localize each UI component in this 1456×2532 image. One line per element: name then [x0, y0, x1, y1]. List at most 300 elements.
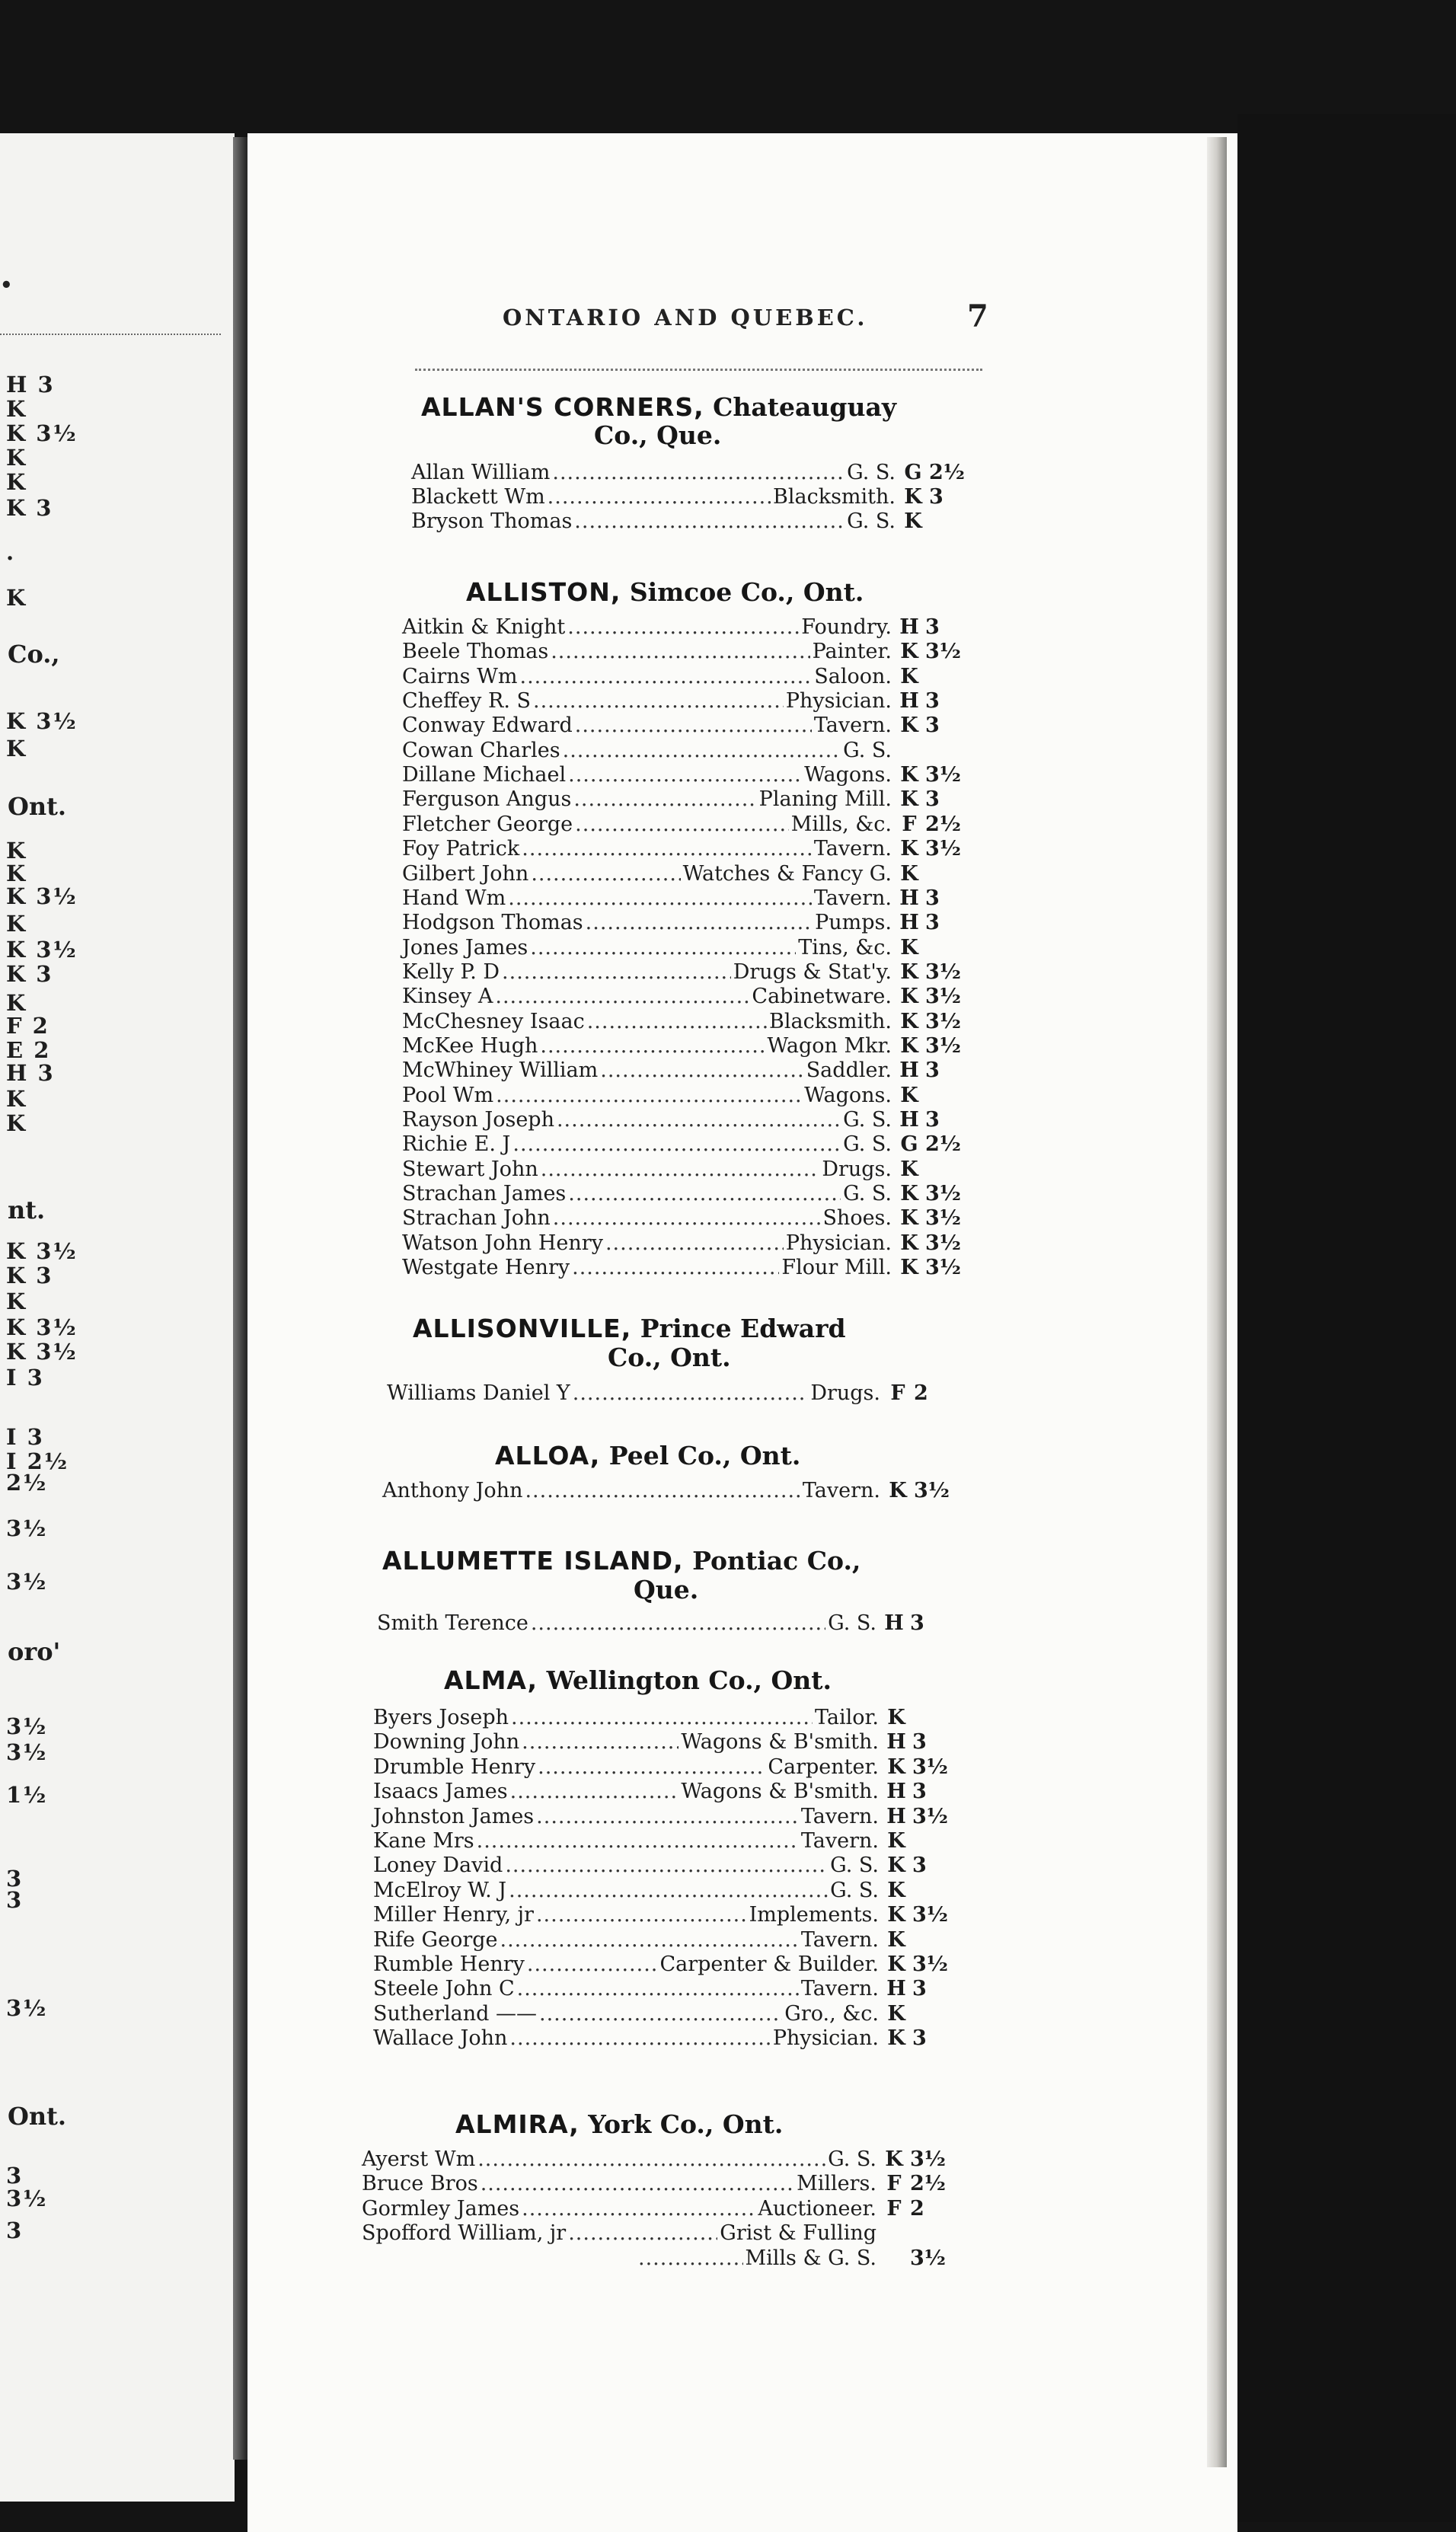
listing-name: Watson John Henry — [402, 1231, 603, 1255]
leader-dots — [495, 985, 749, 1008]
leader-dots — [536, 1903, 747, 1927]
business-listing — [373, 1879, 950, 1903]
left-fragment-line: K 3½ — [6, 1314, 78, 1340]
listing-business: Saddler. — [806, 1058, 892, 1083]
listing-worth-rating: K — [887, 1927, 905, 1952]
listing-business: Planing Mill. — [758, 787, 892, 812]
listing-name: McChesney Isaac — [402, 1009, 585, 1033]
business-listing — [402, 1157, 963, 1182]
listing-worth-rating: K — [900, 664, 918, 688]
listing-business: Wagons. — [804, 763, 892, 787]
left-page-fragment-mark: • — [0, 274, 13, 297]
leader-dots — [540, 1034, 765, 1058]
town-heading — [455, 2109, 783, 2139]
business-listing — [402, 1010, 963, 1034]
listing-worth-rating: K — [900, 861, 918, 886]
town-heading — [421, 392, 896, 422]
town-name: ALLOA, — [495, 1441, 601, 1470]
listing-name: Smith Terence — [377, 1611, 528, 1635]
business-listing — [402, 1182, 963, 1206]
listing-credit-rating: 2 — [910, 2196, 924, 2221]
left-fragment-line: K — [6, 1110, 27, 1136]
listing-name: Richie E. J — [402, 1132, 511, 1157]
listing-business: Mills, &c. — [790, 812, 892, 836]
listing-name: Kelly P. D — [402, 959, 500, 984]
page-number: 7 — [967, 299, 988, 334]
listing-worth-rating: K — [900, 1256, 918, 1280]
listing-name: Conway Edward — [402, 714, 573, 738]
left-fragment-line: K — [6, 1086, 27, 1112]
leader-dots — [573, 787, 756, 811]
listing-credit-rating: 3 — [912, 1977, 927, 2001]
business-listing — [402, 615, 963, 640]
leader-dots — [527, 1952, 658, 1976]
listing-business: G. S. — [828, 1611, 876, 1635]
listing-credit-rating: 3 — [925, 714, 940, 738]
leader-dots — [525, 1479, 800, 1502]
listing-business: Tavern. — [800, 1977, 879, 2001]
listing-worth-rating: H — [899, 689, 919, 714]
listing-name: Ferguson Angus — [402, 787, 572, 812]
listing-name: Hand Wm — [402, 886, 506, 910]
listing-name: Pool Wm — [402, 1083, 494, 1107]
left-fragment-line: K — [6, 469, 27, 495]
left-fragment-line: 3 — [6, 1866, 24, 1892]
business-listing — [402, 665, 963, 689]
business-listing — [402, 985, 963, 1009]
left-page-rule — [0, 334, 221, 335]
listing-credit-rating: 3 — [912, 1730, 927, 1755]
right-background — [1237, 114, 1456, 2522]
town-name: ALMIRA, — [455, 2109, 580, 2139]
listing-credit-rating: 3 — [910, 1611, 924, 1635]
listing-business: Tavern. — [800, 1829, 879, 1853]
listing-name: McWhiney William — [402, 1058, 599, 1083]
left-fragment-line: 3½ — [6, 1713, 48, 1739]
left-fragment-line: 3½ — [6, 1569, 48, 1595]
leader-dots — [509, 1879, 828, 1902]
left-fragment-line: 3 — [6, 1887, 24, 1913]
leader-dots — [531, 862, 680, 886]
leader-dots — [538, 1755, 765, 1779]
listing-worth-rating: K — [900, 1033, 918, 1058]
listing-worth-rating: K — [904, 509, 922, 533]
listing-name: Downing John — [373, 1730, 520, 1755]
listing-business: G. S. — [843, 1108, 892, 1132]
listing-name: Dillane Michael — [402, 763, 567, 787]
left-fragment-line: K 3½ — [6, 1238, 78, 1264]
listing-business: Wagons. — [804, 1083, 892, 1107]
listing-worth-rating: K — [904, 485, 922, 509]
left-fragment-line: K — [6, 396, 27, 422]
listing-worth-rating: F — [902, 812, 917, 836]
listing-business: Shoes. — [822, 1206, 892, 1231]
left-fragment-line: I 3 — [6, 1365, 44, 1391]
leader-dots — [568, 763, 802, 787]
business-listing — [411, 485, 967, 509]
listing-credit-rating: 3½ — [925, 1206, 961, 1231]
listing-business: Flour Mill. — [781, 1256, 892, 1280]
leader-dots — [575, 813, 789, 836]
left-fragment-line: K — [6, 911, 27, 937]
listing-credit-rating: 3½ — [925, 640, 961, 664]
town-heading — [495, 1441, 800, 1470]
left-fragment-line: K 3½ — [6, 883, 78, 909]
leader-dots — [574, 509, 845, 533]
listing-credit-rating: 3 — [925, 1108, 940, 1132]
county-name: Simcoe Co., Ont. — [621, 577, 864, 607]
left-fragment-line: 2½ — [6, 1470, 48, 1496]
business-listing — [373, 2002, 950, 2026]
business-listing — [373, 2026, 950, 2051]
listing-worth-rating: K — [900, 837, 918, 861]
listing-worth-rating: K — [900, 985, 918, 1009]
listing-name: Rumble Henry — [373, 1952, 525, 1976]
listing-name: Blackett Wm — [411, 485, 545, 509]
leader-dots — [557, 1108, 841, 1132]
left-fragment-line: K — [6, 736, 27, 762]
leader-dots — [519, 665, 812, 688]
listing-worth-rating: K — [887, 2001, 905, 2026]
business-listing — [402, 936, 963, 960]
listing-credit-rating: 2½ — [910, 2172, 946, 2196]
leader-dots — [505, 1854, 828, 1877]
listing-worth-rating: H — [899, 615, 919, 639]
listing-credit-rating: 3½ — [925, 1033, 961, 1058]
listing-credit-rating: 3½ — [912, 1804, 948, 1828]
listing-credit-rating: 3 — [912, 1854, 927, 1878]
listing-business: Carpenter. — [768, 1755, 879, 1779]
listing-credit-rating: 3½ — [925, 959, 961, 984]
running-header: ONTARIO AND QUEBEC. — [503, 305, 868, 330]
business-listing — [402, 862, 963, 886]
listing-name: Gilbert John — [402, 861, 529, 886]
county-continuation: Que. — [634, 1575, 699, 1604]
county-name: York Co., Ont. — [579, 2109, 784, 2139]
leader-dots — [575, 714, 812, 737]
listing-worth-rating: H — [886, 1804, 906, 1828]
listing-worth-rating: K — [885, 2147, 903, 2171]
listing-worth-rating: K — [900, 714, 918, 738]
listing-business: G. S. — [843, 738, 892, 762]
business-listing — [402, 1034, 963, 1058]
town-name: ALLAN'S CORNERS, — [421, 392, 704, 422]
listing-worth-rating: K — [900, 1083, 918, 1107]
leader-dots — [531, 1611, 825, 1635]
listing-credit-rating: 3½ — [910, 2246, 946, 2270]
listing-name: Allan William — [411, 461, 551, 484]
town-name: ALLUMETTE ISLAND, — [382, 1546, 684, 1576]
listing-business: Tailor. — [814, 1706, 879, 1729]
listing-business: G. S. — [843, 1132, 892, 1157]
listing-credit-rating: 3 — [925, 787, 940, 812]
listing-credit-rating: 3 — [925, 886, 940, 910]
listing-business: Foundry. — [801, 615, 892, 639]
leader-dots — [573, 1381, 809, 1405]
listing-name: Aitkin & Knight — [402, 615, 566, 639]
listing-name: Cheffey R. S — [402, 689, 532, 714]
leader-dots — [600, 1058, 803, 1082]
leader-dots — [552, 461, 845, 484]
left-fragment-line: K — [6, 860, 27, 886]
listing-business: Physician. — [785, 1231, 892, 1255]
listing-name: Byers Joseph — [373, 1706, 509, 1729]
left-fragment-line: K — [6, 838, 27, 864]
business-listing — [362, 2172, 948, 2196]
town-heading — [466, 577, 864, 607]
listing-name: Wallace John — [373, 2026, 508, 2051]
listing-business: Blacksmith. — [773, 485, 896, 509]
business-listing — [373, 1952, 950, 1977]
listing-credit-rating: 3½ — [925, 763, 961, 787]
county-continuation: Co., Ont. — [608, 1343, 731, 1372]
leader-dots — [568, 2221, 717, 2245]
listing-name: Fletcher George — [402, 812, 573, 836]
business-listing — [362, 2197, 948, 2221]
listing-business: Millers. — [797, 2172, 876, 2196]
listing-worth-rating: H — [886, 1780, 906, 1804]
listing-credit-rating: 3 — [912, 1780, 927, 1804]
listing-worth-rating: G — [900, 1132, 918, 1157]
town-name: ALMA, — [444, 1665, 538, 1695]
business-listing — [402, 640, 963, 664]
listing-credit-rating: 3½ — [925, 985, 961, 1009]
county-name: Peel Co., Ont. — [600, 1441, 801, 1470]
leader-dots — [508, 886, 812, 910]
business-listing — [362, 2221, 948, 2246]
left-fragment-line: K 3½ — [6, 420, 78, 446]
leader-dots — [567, 615, 799, 639]
business-listing — [402, 1256, 963, 1280]
leader-dots — [500, 1928, 799, 1952]
listing-business: Drugs. — [822, 1157, 892, 1181]
listing-name: Kinsey A — [402, 985, 493, 1009]
left-fragment-line: K — [6, 990, 27, 1016]
listing-business: G. S. — [847, 461, 896, 484]
listing-name: Cowan Charles — [402, 738, 560, 762]
leader-dots — [539, 2002, 782, 2026]
leader-dots — [541, 1157, 820, 1181]
listing-credit-rating: 3½ — [910, 2147, 946, 2171]
listing-credit-rating: 2 — [914, 1381, 928, 1405]
business-listing — [362, 2147, 948, 2172]
business-listing — [402, 960, 963, 985]
listing-business: Tavern. — [813, 886, 892, 910]
listing-business: Tavern. — [802, 1479, 880, 1502]
left-fragment-line: K — [6, 1288, 27, 1314]
listing-worth-rating: F — [890, 1381, 905, 1405]
listing-name: Drumble Henry — [373, 1755, 536, 1779]
listing-business: G. S. — [847, 509, 896, 533]
listing-name: Gormley James — [362, 2196, 520, 2221]
listing-name: Williams Daniel Y — [387, 1381, 570, 1405]
left-fragment-line: E 2 — [6, 1037, 51, 1063]
listing-name: Stewart John — [402, 1157, 538, 1181]
listing-business: G. S. — [830, 1854, 879, 1878]
listing-worth-rating: K — [900, 935, 918, 959]
county-name: Prince Edward — [631, 1314, 846, 1343]
leader-dots — [563, 739, 841, 762]
listing-worth-rating: K — [900, 787, 918, 812]
listing-business: Grist & Fulling — [720, 2221, 876, 2246]
leader-dots — [477, 2147, 825, 2171]
listing-business: Mills & G. S. — [745, 2246, 876, 2270]
listing-name: Cairns Wm — [402, 664, 518, 688]
listing-name: Isaacs James — [373, 1780, 508, 1804]
listing-business: Cabinetware. — [752, 985, 892, 1009]
listing-name: Rife George — [373, 1927, 498, 1952]
county-name: Wellington Co., Ont. — [538, 1665, 832, 1695]
listing-business: G. S. — [830, 1878, 879, 1902]
listing-credit-rating: 3½ — [925, 837, 961, 861]
listing-business: G. S. — [828, 2147, 876, 2171]
business-listing — [402, 739, 963, 763]
leader-dots — [533, 689, 784, 713]
listing-worth-rating: K — [900, 959, 918, 984]
leader-dots — [481, 2172, 794, 2195]
leader-dots — [572, 1256, 779, 1279]
listing-name: Johnston James — [373, 1804, 535, 1828]
listing-business: Tavern. — [813, 837, 892, 861]
listing-worth-rating: K — [900, 640, 918, 664]
leader-dots — [517, 1977, 799, 2000]
listing-business: Gro., &c. — [784, 2001, 879, 2026]
listing-credit-rating: 3½ — [925, 1256, 961, 1280]
business-listing — [402, 1132, 963, 1157]
left-fragment-line: K 3 — [6, 961, 53, 987]
left-fragment-line: 3 — [6, 2163, 24, 2189]
listing-name: Loney David — [373, 1854, 503, 1878]
listing-business: Auctioneer. — [758, 2196, 876, 2221]
left-fragment-line: K 3½ — [6, 708, 78, 734]
listing-business: Saloon. — [814, 664, 892, 688]
listing-business: Physician. — [772, 2026, 879, 2051]
leader-dots — [587, 1010, 767, 1033]
listing-name: Miller Henry, jr — [373, 1903, 534, 1927]
town-name: ALLISTON, — [466, 577, 621, 607]
left-fragment-line: 3½ — [6, 2186, 48, 2211]
leader-dots — [511, 1706, 813, 1729]
listing-name: Anthony John — [382, 1479, 523, 1502]
listing-name: Foy Patrick — [402, 837, 520, 861]
listing-worth-rating: K — [887, 1878, 905, 1902]
listing-name: Spofford William, jr — [362, 2221, 567, 2246]
listing-worth-rating: K — [887, 1706, 905, 1729]
business-listing — [411, 509, 967, 534]
listing-business: Watches & Fancy G. — [682, 861, 892, 886]
business-listing — [402, 837, 963, 861]
listing-credit-rating: 2½ — [929, 461, 965, 484]
listing-worth-rating: H — [884, 1611, 904, 1635]
listing-business: Carpenter & Builder. — [659, 1952, 879, 1976]
business-listing — [402, 787, 963, 812]
business-listing — [636, 2246, 948, 2271]
listing-worth-rating: F — [886, 2172, 902, 2196]
listing-worth-rating: K — [900, 1231, 918, 1255]
left-fragment-line: K — [6, 445, 27, 471]
listing-credit-rating: 2½ — [925, 812, 961, 836]
business-listing — [373, 1977, 950, 2001]
listing-worth-rating: K — [887, 1903, 905, 1927]
leader-dots — [477, 1829, 799, 1853]
left-fragment-line: K 3 — [6, 1263, 53, 1288]
left-fragment-heading: Ont. — [8, 792, 67, 821]
listing-worth-rating: K — [887, 2026, 905, 2051]
business-listing — [373, 1706, 950, 1730]
listing-credit-rating: 2½ — [925, 1132, 961, 1157]
business-listing — [373, 1780, 950, 1804]
left-fragment-line: K 3½ — [6, 937, 78, 963]
listing-credit-rating: 3½ — [925, 1182, 961, 1206]
listing-business: Pumps. — [815, 911, 892, 935]
left-fragment-line: K 3½ — [6, 1339, 78, 1365]
leader-dots — [502, 960, 731, 984]
business-listing — [387, 1381, 952, 1406]
county-continuation: Co., Que. — [594, 420, 722, 450]
left-fragment-heading: Co., — [8, 640, 60, 669]
listing-worth-rating: H — [899, 1058, 919, 1083]
listing-worth-rating: K — [889, 1479, 907, 1502]
business-listing — [402, 1231, 963, 1256]
listing-name: Jones James — [402, 935, 528, 959]
business-listing — [402, 1206, 963, 1231]
listing-name: Strachan John — [402, 1206, 551, 1231]
listing-business: Blacksmith. — [769, 1009, 892, 1033]
listing-business: Physician. — [785, 689, 892, 714]
business-listing — [402, 1058, 963, 1083]
leader-dots — [605, 1231, 784, 1255]
left-fragment-line: I 2½ — [6, 1448, 69, 1474]
left-fragment-heading: nt. — [8, 1196, 46, 1224]
listing-worth-rating: K — [887, 1854, 905, 1878]
leader-dots — [512, 1132, 841, 1156]
left-fragment-line: H 3 — [6, 372, 55, 398]
listing-name: Steele John C — [373, 1977, 515, 2001]
listing-name: McKee Hugh — [402, 1033, 538, 1058]
county-name: Chateauguay — [704, 392, 897, 422]
town-heading — [413, 1314, 846, 1343]
leader-dots — [530, 936, 796, 959]
listing-business: Wagon Mkr. — [767, 1033, 892, 1058]
listing-name: Hodgson Thomas — [402, 911, 583, 935]
listing-credit-rating: 3½ — [914, 1479, 950, 1502]
listing-name: Beele Thomas — [402, 640, 549, 664]
listing-worth-rating: H — [899, 911, 919, 935]
listing-business: Drugs. — [810, 1381, 880, 1405]
business-listing — [373, 1755, 950, 1780]
listing-name: Bryson Thomas — [411, 509, 573, 533]
left-fragment-line: 3 — [6, 2217, 24, 2243]
left-fragment-line: I 3 — [6, 1424, 44, 1450]
listing-worth-rating: H — [899, 886, 919, 910]
business-listing — [373, 1903, 950, 1927]
left-fragment-heading: Ont. — [8, 2102, 67, 2131]
left-fragment-line: . — [6, 539, 16, 565]
business-listing — [377, 1611, 948, 1636]
leader-dots — [510, 1780, 679, 1803]
left-fragment-heading: oro' — [8, 1637, 61, 1666]
leader-dots — [568, 1182, 841, 1205]
listing-credit-rating: 3 — [929, 485, 944, 509]
leader-dots — [509, 2026, 770, 2050]
business-listing — [402, 1108, 963, 1132]
business-listing — [373, 1730, 950, 1755]
listing-name: Bruce Bros — [362, 2172, 478, 2196]
listing-worth-rating: K — [900, 1206, 918, 1231]
listing-worth-rating: F — [886, 2196, 902, 2221]
leader-dots — [522, 1730, 679, 1754]
business-listing — [411, 461, 967, 485]
